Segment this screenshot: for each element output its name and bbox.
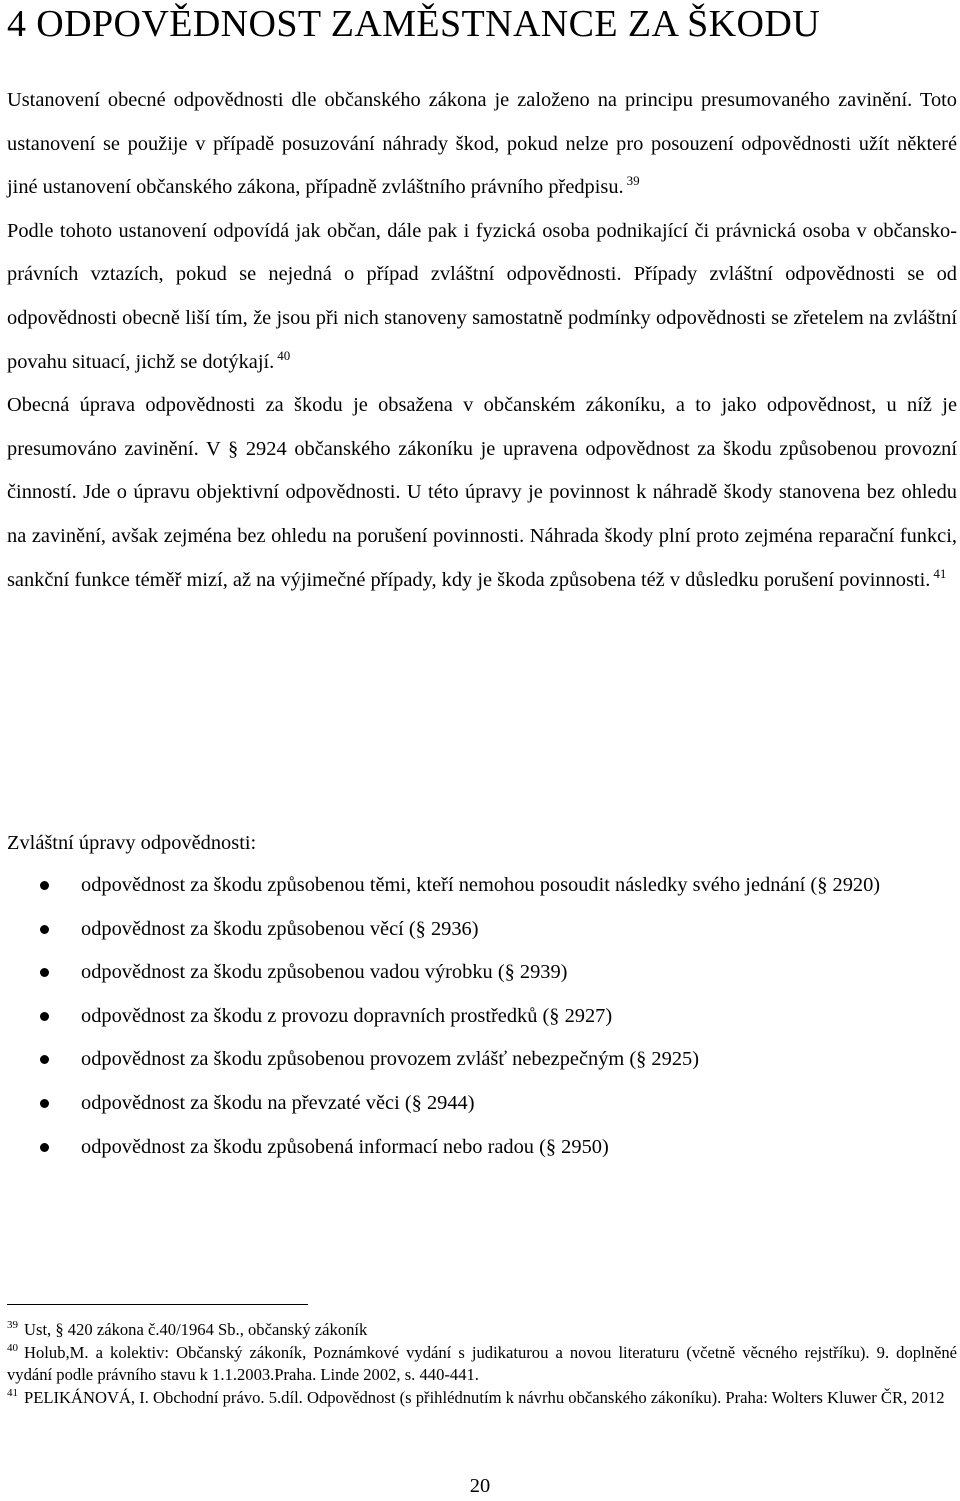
list-item-text: odpovědnost za škodu způsobenou těmi, kteří nemohou posoudit následky svého jednání (§ 2920) (81, 874, 881, 896)
list-item (0, 1038, 960, 1082)
list-item-text: odpovědnost za škodu na převzaté věci (§ 2944) (81, 1091, 475, 1114)
list-item (0, 1082, 960, 1126)
paragraph-3-text: Obecná úprava odpovědnosti za škodu je obsažena v občanském zákoníku, a to jako odpovědnost, u níž je presumováno zavinění. V § 2924 občanského zákoníku je upravena odpovědnost za škodu způsobenou provozní činností. Jde o úpravu objektivní odpovědnosti. U této úpravy je povinnost k náhradě škody stanovena bez ohledu na zavinění, avšak zejména bez ohledu na porušení povinnosti. Náhrada škody plní proto zejména reparační funkci, sankční funkce téměř mizí, až na výjimečné případy, kdy je škoda způsobena též v důsledku porušení povinnosti. (7, 394, 957, 591)
footnote-text: Holub,M. a kolektiv: Občanský zákoník, Poznámkové vydání s judikaturou a novou literaturu (včetně věcného rejstříku). 9. doplněné vydání podle právního stavu k 1.1.2003.Praha. Linde 2002, s. 440-441. (7, 1342, 957, 1385)
footnote-40 (7, 1342, 957, 1387)
list-item (0, 908, 960, 952)
bullet-icon (40, 1143, 49, 1152)
bullet-icon (40, 968, 49, 977)
list-item (0, 995, 960, 1039)
paragraph-1-text: Ustanovení obecné odpovědnosti dle občanského zákona je založeno na principu presumovaného zavinění. Toto ustanovení se použije v případě posuzování náhrady škod, pokud nelze pro posouzení odpovědnosti užít některé jiné ustanovení občanského zákona, případně zvláštního právního předpisu. (7, 89, 957, 199)
list-title: Zvláštní úpravy odpovědnosti: (7, 832, 257, 854)
paragraph-1 (7, 79, 957, 210)
footnote-divider (7, 1304, 308, 1305)
bullet-icon (40, 1055, 49, 1064)
list-item (0, 864, 960, 908)
body-text (7, 79, 957, 602)
bullet-icon (40, 1012, 49, 1021)
footnote-text: PELIKÁNOVÁ, I. Obchodní právo. 5.díl. Odpovědnost (s přihlédnutím k návrhu občanského zákoníku). Praha: Wolters Kluwer ČR, 2012 (24, 1387, 945, 1407)
bullet-icon (40, 925, 49, 934)
bullet-icon (40, 881, 49, 890)
bullet-list (0, 864, 960, 1169)
bullet-icon (40, 1099, 49, 1108)
footnote-ref-39: 39 (626, 173, 640, 189)
list-item-text: odpovědnost za škodu způsobenou věcí (§ 2936) (81, 917, 479, 940)
list-item-text: odpovědnost za škodu způsobená informací nebo radou (§ 2950) (81, 1135, 609, 1158)
list-item (0, 951, 960, 995)
paragraph-2 (7, 210, 957, 384)
list-item-text: odpovědnost za škodu způsobenou provozem zvlášť nebezpečným (§ 2925) (81, 1048, 700, 1071)
footnote-39 (7, 1319, 957, 1342)
list-item-text: odpovědnost za škodu z provozu dopravních prostředků (§ 2927) (81, 1004, 613, 1027)
footnotes (7, 1319, 957, 1409)
page-number: 20 (469, 1475, 491, 1497)
footnote-ref-41: 41 (933, 565, 947, 581)
list-item-text: odpovědnost za škodu způsobenou vadou výrobku (§ 2939) (81, 961, 568, 984)
paragraph-3 (7, 384, 957, 602)
chapter-heading: 4 ODPOVĚDNOST ZAMĚSTNANCE ZA ŠKODU (7, 3, 821, 45)
footnote-text: Ust, § 420 zákona č.40/1964 Sb., občanský zákoník (24, 1320, 368, 1339)
footnote-number: 39 (7, 1319, 18, 1331)
footnote-number: 41 (7, 1386, 18, 1399)
list-item (0, 1126, 960, 1170)
paragraph-2-text: Podle tohoto ustanovení odpovídá jak občan, dále pak i fyzická osoba podnikající či právnická osoba v občansko-právních vztazích, pokud se nejedná o případ zvláštní odpovědnosti. Případy zvláštní odpovědnosti se od odpovědnosti obecně liší tím, že jsou při nich stanoveny samostatně podmínky odpovědnosti se zřetelem na zvláštní povahu situací, jichž se dotýkají. (7, 219, 957, 373)
footnote-ref-40: 40 (277, 347, 291, 363)
footnote-41 (7, 1387, 957, 1410)
footnote-number: 40 (7, 1341, 18, 1354)
